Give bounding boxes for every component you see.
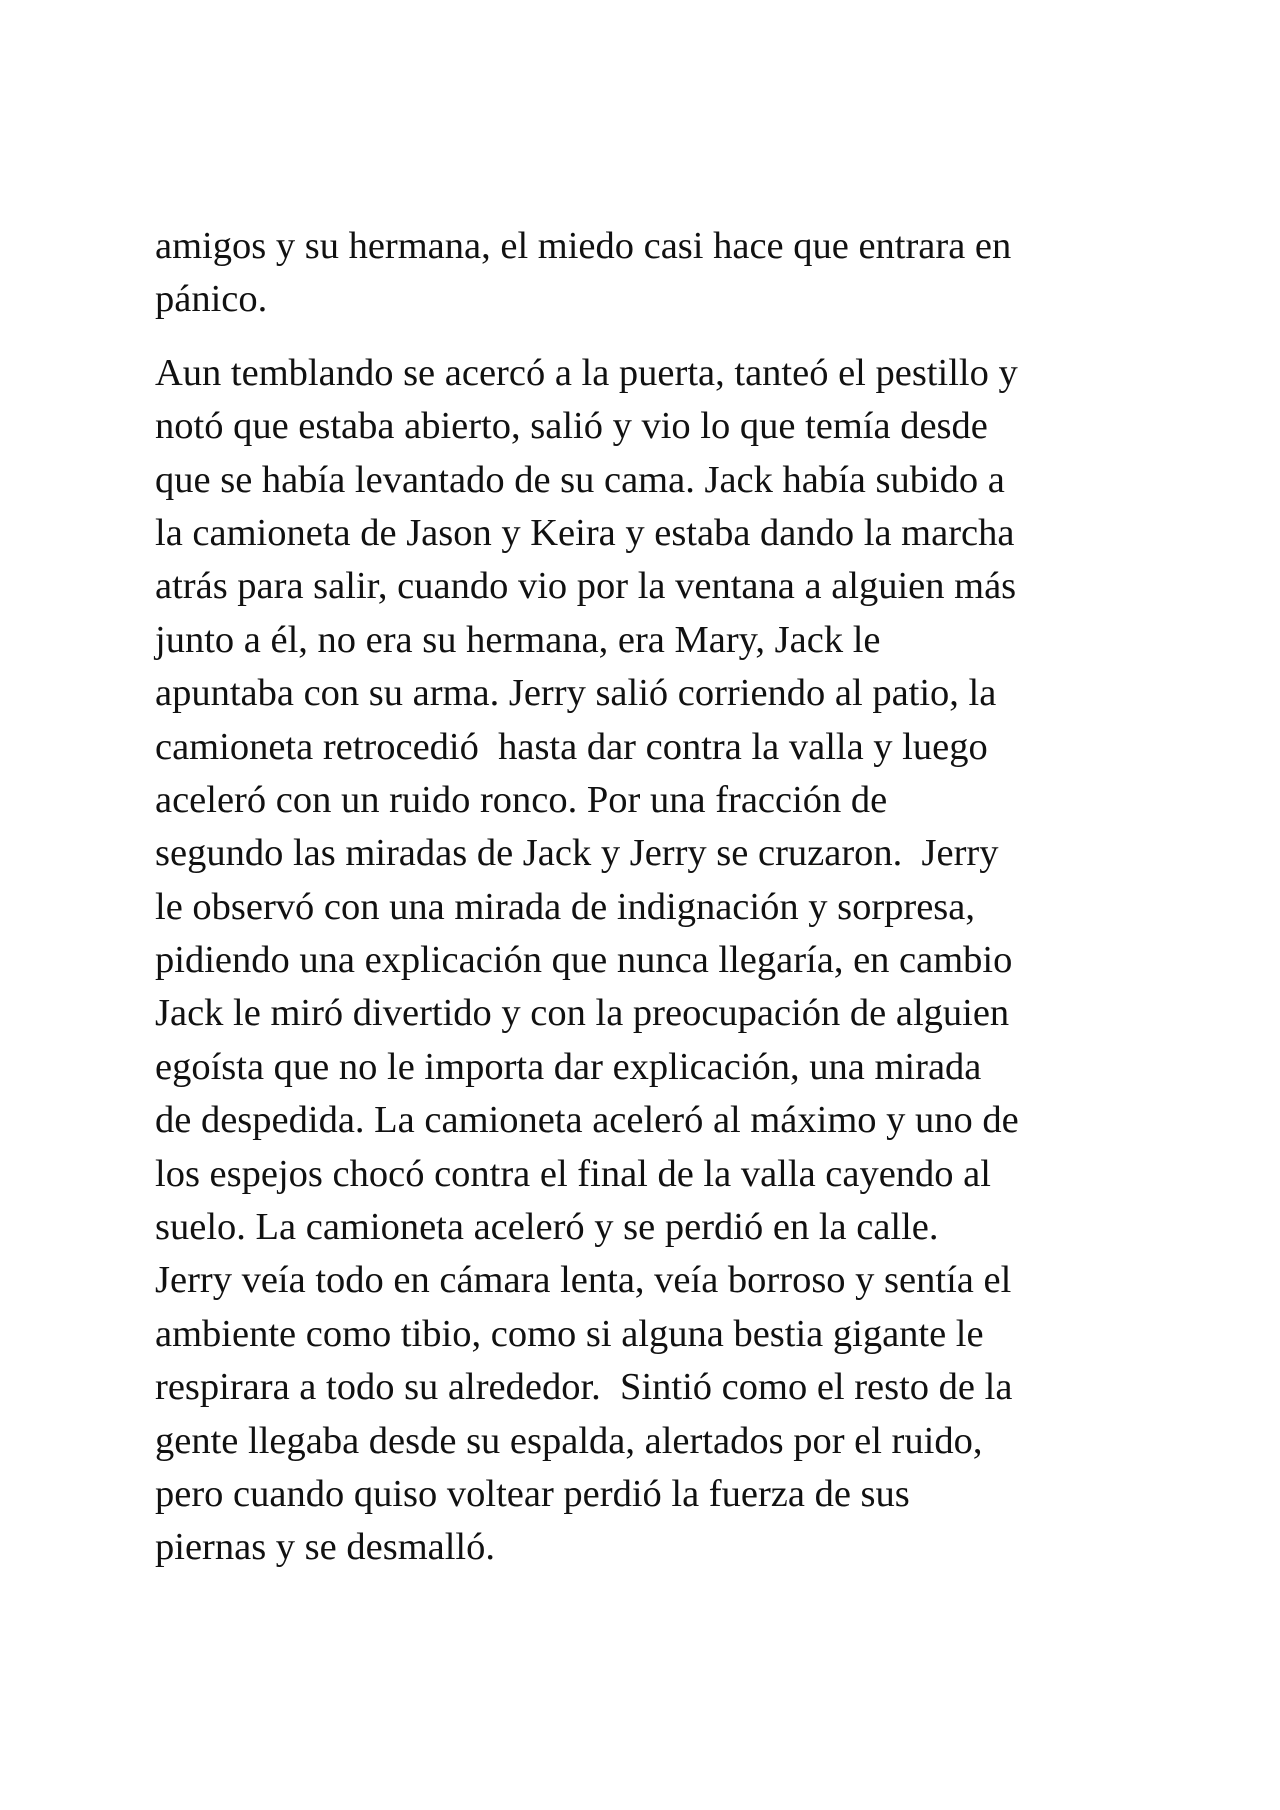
text-line: de despedida. La camioneta aceleró al máximo y uno de xyxy=(155,1099,1019,1142)
text-line: egoísta que no le importa dar explicación, una mirada xyxy=(155,1045,982,1088)
text-line: gente llegaba desde su espalda, alertados por el ruido, xyxy=(155,1419,983,1462)
paragraph-1 xyxy=(155,220,1135,327)
text-line: notó que estaba abierto, salió y vio lo que temía desde xyxy=(155,405,988,448)
text-line: respirara a todo su alrededor. Sintió como el resto de la xyxy=(155,1366,1013,1409)
text-line: que se había levantado de su cama. Jack había subido a xyxy=(155,458,1005,501)
text-line: camioneta retrocedió hasta dar contra la valla y luego xyxy=(155,725,988,768)
text-line: Aun temblando se acercó a la puerta, tanteó el pestillo y xyxy=(155,351,1018,394)
text-line: segundo las miradas de Jack y Jerry se cruzaron. Jerry xyxy=(155,832,999,875)
text-line: apuntaba con su arma. Jerry salió corriendo al patio, la xyxy=(155,672,997,715)
text-line: piernas y se desmalló. xyxy=(155,1526,495,1569)
text-line: suelo. La camioneta aceleró y se perdió en la calle. xyxy=(155,1206,939,1249)
text-line: amigos y su hermana, el miedo casi hace que entrara en xyxy=(155,225,1012,267)
text-line: pidiendo una explicación que nunca llegaría, en cambio xyxy=(155,939,1013,982)
paragraph-2 xyxy=(155,347,1135,1575)
text-line: le observó con una mirada de indignación y sorpresa, xyxy=(155,885,976,928)
text-line: ambiente como tibio, como si alguna bestia gigante le xyxy=(155,1312,984,1355)
text-line: pánico. xyxy=(155,278,268,321)
text-line: los espejos chocó contra el final de la valla cayendo al xyxy=(155,1152,991,1195)
text-line: Jerry veía todo en cámara lenta, veía borroso y sentía el xyxy=(155,1259,1012,1302)
text-line: aceleró con un ruido ronco. Por una fracción de xyxy=(155,778,888,821)
text-line: junto a él, no era su hermana, era Mary, Jack le xyxy=(155,618,881,661)
text-line: Jack le miró divertido y con la preocupación de alguien xyxy=(155,992,1010,1035)
text-line: pero cuando quiso voltear perdió la fuerza de sus xyxy=(155,1472,910,1515)
text-line: atrás para salir, cuando vio por la ventana a alguien más xyxy=(155,565,1017,608)
body-text xyxy=(155,220,1135,1595)
text-line: la camioneta de Jason y Keira y estaba dando la marcha xyxy=(155,511,1015,554)
